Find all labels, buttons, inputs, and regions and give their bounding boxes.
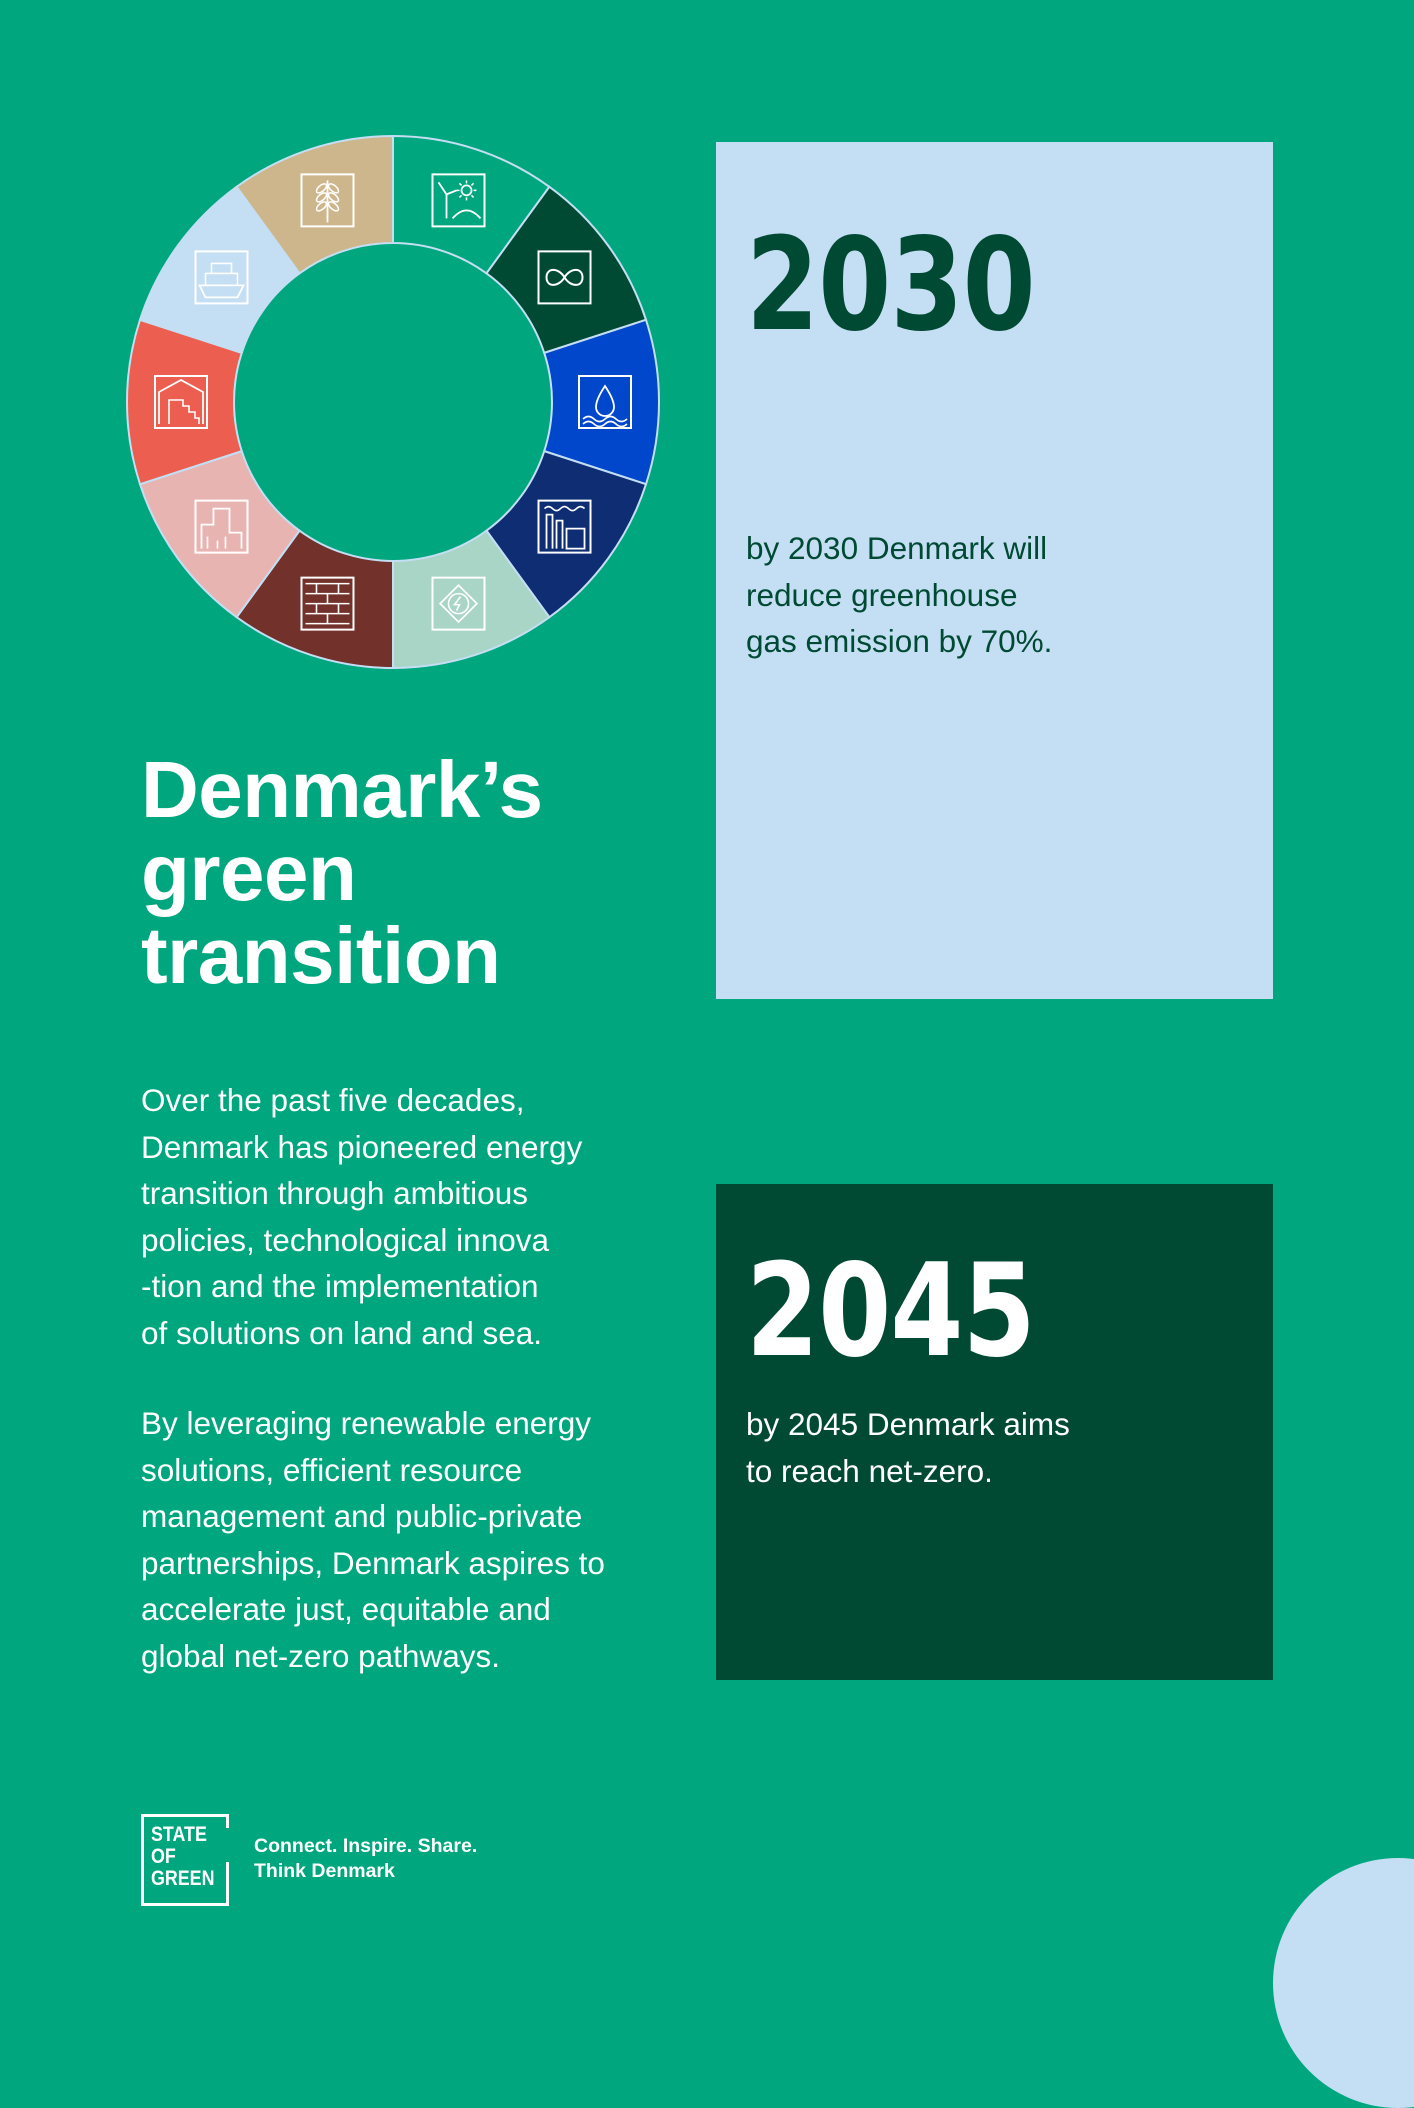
description-line: by 2045 Denmark aims bbox=[746, 1406, 1070, 1442]
goal-2045-card bbox=[716, 1184, 1273, 1680]
goal-2030-card bbox=[716, 142, 1273, 999]
paragraph-line: solutions, efficient resource bbox=[141, 1451, 523, 1488]
description-line: to reach net-zero. bbox=[746, 1452, 993, 1489]
tagline-line: Think Denmark bbox=[254, 1859, 395, 1882]
paragraph-line: global net-zero pathways. bbox=[141, 1637, 500, 1674]
page-title bbox=[141, 745, 543, 1000]
logo-line: OF bbox=[151, 1845, 176, 1868]
paragraph-line: transition through ambitious bbox=[141, 1175, 528, 1211]
title-line: green bbox=[141, 828, 357, 917]
description-line: gas emission by 70%. bbox=[746, 623, 1053, 659]
description-line: by 2030 Denmark will bbox=[746, 530, 1048, 566]
logo-line: GREEN bbox=[151, 1867, 215, 1890]
intro-paragraph bbox=[141, 1077, 681, 1356]
decorative-circle bbox=[1273, 1858, 1414, 2108]
logo-wordmark bbox=[151, 1824, 214, 1890]
paragraph-line: accelerate just, equitable and bbox=[141, 1591, 551, 1627]
paragraph-line: of solutions on land and sea. bbox=[141, 1314, 543, 1351]
tagline bbox=[254, 1834, 477, 1883]
title-line: Denmark’s bbox=[141, 745, 543, 834]
goal-year-2030: 2030 bbox=[746, 211, 1035, 360]
goal-year-2045: 2045 bbox=[746, 1237, 1035, 1386]
state-of-green-logo bbox=[141, 1814, 229, 1904]
paragraph-line: -tion and the implementation bbox=[141, 1268, 539, 1304]
sector-wheel bbox=[125, 134, 661, 670]
paragraph-line: partnerships, Denmark aspires to bbox=[141, 1544, 605, 1581]
goal-2030-description bbox=[746, 525, 1052, 665]
detail-paragraph bbox=[141, 1400, 681, 1679]
paragraph-line: Denmark has pioneered energy bbox=[141, 1128, 583, 1165]
goal-2045-description bbox=[746, 1401, 1070, 1494]
title-line: transition bbox=[141, 911, 501, 1000]
tagline-line: Connect. Inspire. Share. bbox=[254, 1835, 478, 1857]
paragraph-line: policies, technological innova bbox=[141, 1221, 550, 1258]
paragraph-line: By leveraging renewable energy bbox=[141, 1405, 592, 1441]
paragraph-line: management and public-private bbox=[141, 1498, 583, 1534]
description-line: reduce greenhouse bbox=[746, 576, 1018, 613]
logo-line: STATE bbox=[151, 1823, 207, 1846]
paragraph-line: Over the past five decades, bbox=[141, 1082, 525, 1118]
